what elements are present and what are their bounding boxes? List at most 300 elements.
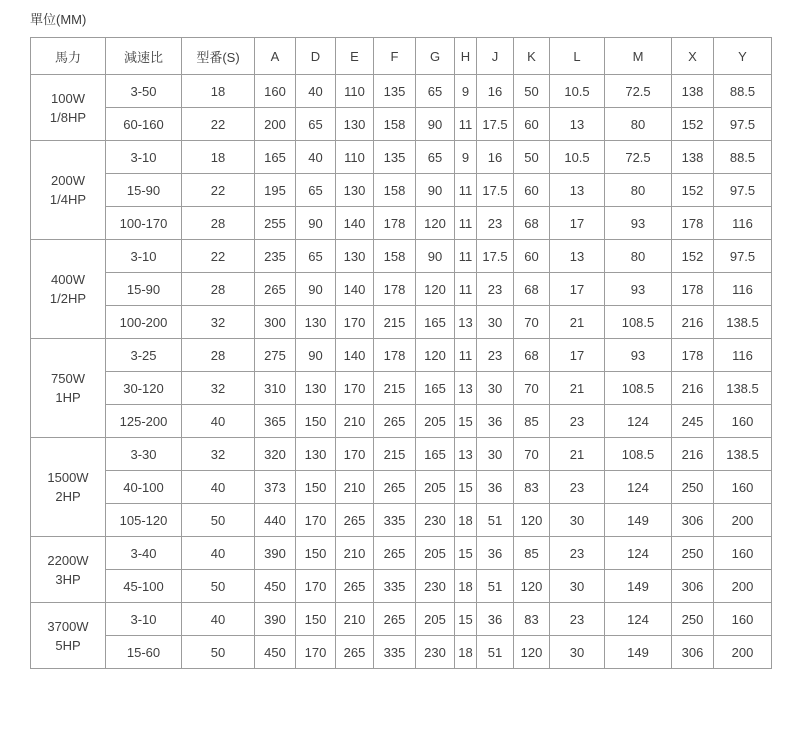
value-cell: 215 <box>374 306 416 339</box>
power-watts-label: 200W <box>51 173 85 188</box>
value-cell: 160 <box>714 537 772 570</box>
value-cell: 93 <box>605 207 672 240</box>
value-cell: 40 <box>182 405 255 438</box>
ratio-cell: 15-90 <box>106 273 182 306</box>
table-row <box>31 504 772 537</box>
value-cell: 306 <box>672 636 714 669</box>
value-cell: 70 <box>514 306 550 339</box>
value-cell: 65 <box>416 75 455 108</box>
value-cell: 124 <box>605 405 672 438</box>
value-cell: 250 <box>672 471 714 504</box>
value-cell: 160 <box>714 471 772 504</box>
value-cell: 60 <box>514 174 550 207</box>
column-header-2: 型番(S) <box>182 38 255 75</box>
value-cell: 152 <box>672 240 714 273</box>
value-cell: 390 <box>255 537 296 570</box>
table-row <box>31 273 772 306</box>
ratio-cell: 15-90 <box>106 174 182 207</box>
value-cell: 195 <box>255 174 296 207</box>
value-cell: 200 <box>255 108 296 141</box>
value-cell: 116 <box>714 207 772 240</box>
value-cell: 22 <box>182 108 255 141</box>
value-cell: 215 <box>374 438 416 471</box>
table-row <box>31 339 772 372</box>
value-cell: 178 <box>672 339 714 372</box>
value-cell: 17 <box>550 207 605 240</box>
value-cell: 335 <box>374 570 416 603</box>
value-cell: 306 <box>672 570 714 603</box>
value-cell: 108.5 <box>605 306 672 339</box>
value-cell: 15 <box>455 603 477 636</box>
value-cell: 15 <box>455 471 477 504</box>
value-cell: 120 <box>416 339 455 372</box>
value-cell: 200 <box>714 636 772 669</box>
value-cell: 149 <box>605 570 672 603</box>
value-cell: 165 <box>416 372 455 405</box>
value-cell: 135 <box>374 141 416 174</box>
value-cell: 230 <box>416 570 455 603</box>
table-row <box>31 240 772 273</box>
value-cell: 28 <box>182 207 255 240</box>
power-cell <box>31 339 106 438</box>
power-cell <box>31 141 106 240</box>
value-cell: 116 <box>714 273 772 306</box>
column-header-10: K <box>514 38 550 75</box>
value-cell: 36 <box>477 537 514 570</box>
value-cell: 138.5 <box>714 438 772 471</box>
value-cell: 97.5 <box>714 108 772 141</box>
value-cell: 90 <box>416 240 455 273</box>
value-cell: 135 <box>374 75 416 108</box>
power-cell <box>31 537 106 603</box>
table-row <box>31 603 772 636</box>
value-cell: 32 <box>182 438 255 471</box>
value-cell: 140 <box>336 273 374 306</box>
value-cell: 210 <box>336 405 374 438</box>
value-cell: 215 <box>374 372 416 405</box>
value-cell: 30 <box>477 372 514 405</box>
value-cell: 23 <box>550 405 605 438</box>
ratio-cell: 3-10 <box>106 603 182 636</box>
value-cell: 17 <box>550 273 605 306</box>
column-header-7: G <box>416 38 455 75</box>
value-cell: 85 <box>514 537 550 570</box>
column-header-8: H <box>455 38 477 75</box>
value-cell: 13 <box>550 174 605 207</box>
ratio-cell: 3-10 <box>106 240 182 273</box>
ratio-cell: 3-30 <box>106 438 182 471</box>
value-cell: 390 <box>255 603 296 636</box>
column-header-14: Y <box>714 38 772 75</box>
table-row <box>31 306 772 339</box>
value-cell: 138 <box>672 75 714 108</box>
value-cell: 120 <box>514 636 550 669</box>
value-cell: 265 <box>374 471 416 504</box>
value-cell: 30 <box>550 504 605 537</box>
value-cell: 51 <box>477 636 514 669</box>
value-cell: 13 <box>550 240 605 273</box>
header-row <box>31 38 772 75</box>
power-watts-label: 400W <box>51 272 85 287</box>
value-cell: 88.5 <box>714 75 772 108</box>
value-cell: 50 <box>182 504 255 537</box>
value-cell: 23 <box>477 339 514 372</box>
value-cell: 300 <box>255 306 296 339</box>
value-cell: 30 <box>550 636 605 669</box>
value-cell: 9 <box>455 141 477 174</box>
value-cell: 13 <box>455 306 477 339</box>
power-hp-label: 1/8HP <box>49 109 87 125</box>
value-cell: 17.5 <box>477 240 514 273</box>
power-cell <box>31 603 106 669</box>
value-cell: 170 <box>296 504 336 537</box>
value-cell: 138 <box>672 141 714 174</box>
ratio-cell: 3-10 <box>106 141 182 174</box>
value-cell: 23 <box>550 603 605 636</box>
value-cell: 265 <box>336 636 374 669</box>
value-cell: 130 <box>296 306 336 339</box>
value-cell: 165 <box>255 141 296 174</box>
value-cell: 216 <box>672 438 714 471</box>
value-cell: 250 <box>672 603 714 636</box>
value-cell: 205 <box>416 471 455 504</box>
value-cell: 210 <box>336 471 374 504</box>
value-cell: 72.5 <box>605 75 672 108</box>
value-cell: 255 <box>255 207 296 240</box>
value-cell: 170 <box>296 570 336 603</box>
value-cell: 90 <box>416 108 455 141</box>
value-cell: 160 <box>255 75 296 108</box>
value-cell: 130 <box>296 372 336 405</box>
value-cell: 11 <box>455 174 477 207</box>
value-cell: 130 <box>336 240 374 273</box>
value-cell: 11 <box>455 273 477 306</box>
table-row <box>31 108 772 141</box>
value-cell: 170 <box>296 636 336 669</box>
column-header-3: A <box>255 38 296 75</box>
value-cell: 120 <box>416 273 455 306</box>
value-cell: 265 <box>374 405 416 438</box>
value-cell: 68 <box>514 207 550 240</box>
value-cell: 16 <box>477 75 514 108</box>
value-cell: 83 <box>514 603 550 636</box>
value-cell: 275 <box>255 339 296 372</box>
power-watts-label: 3700W <box>47 618 89 634</box>
table-row <box>31 570 772 603</box>
value-cell: 21 <box>550 438 605 471</box>
value-cell: 365 <box>255 405 296 438</box>
value-cell: 138.5 <box>714 372 772 405</box>
power-hp-label: 5HP <box>55 637 81 653</box>
value-cell: 205 <box>416 603 455 636</box>
value-cell: 160 <box>714 603 772 636</box>
value-cell: 36 <box>477 603 514 636</box>
power-watts-label: 2200W <box>47 552 89 568</box>
column-header-1: 減速比 <box>106 38 182 75</box>
spec-table <box>30 37 772 669</box>
value-cell: 18 <box>182 75 255 108</box>
value-cell: 50 <box>182 636 255 669</box>
table-row <box>31 141 772 174</box>
value-cell: 130 <box>296 438 336 471</box>
table-row <box>31 438 772 471</box>
ratio-cell: 3-40 <box>106 537 182 570</box>
power-cell <box>31 75 106 141</box>
value-cell: 310 <box>255 372 296 405</box>
value-cell: 120 <box>416 207 455 240</box>
ratio-cell: 15-60 <box>106 636 182 669</box>
value-cell: 265 <box>336 570 374 603</box>
value-cell: 18 <box>455 636 477 669</box>
value-cell: 265 <box>374 603 416 636</box>
value-cell: 16 <box>477 141 514 174</box>
ratio-cell: 3-50 <box>106 75 182 108</box>
value-cell: 93 <box>605 339 672 372</box>
value-cell: 245 <box>672 405 714 438</box>
value-cell: 149 <box>605 636 672 669</box>
column-header-6: F <box>374 38 416 75</box>
value-cell: 216 <box>672 306 714 339</box>
value-cell: 116 <box>714 339 772 372</box>
value-cell: 97.5 <box>714 240 772 273</box>
value-cell: 97.5 <box>714 174 772 207</box>
table-row <box>31 405 772 438</box>
value-cell: 158 <box>374 240 416 273</box>
value-cell: 80 <box>605 108 672 141</box>
value-cell: 68 <box>514 339 550 372</box>
value-cell: 205 <box>416 537 455 570</box>
table-row <box>31 471 772 504</box>
value-cell: 85 <box>514 405 550 438</box>
ratio-cell: 100-170 <box>106 207 182 240</box>
value-cell: 70 <box>514 372 550 405</box>
table-row <box>31 174 772 207</box>
value-cell: 373 <box>255 471 296 504</box>
value-cell: 320 <box>255 438 296 471</box>
value-cell: 80 <box>605 240 672 273</box>
value-cell: 170 <box>336 372 374 405</box>
value-cell: 17.5 <box>477 108 514 141</box>
power-cell <box>31 438 106 537</box>
value-cell: 210 <box>336 603 374 636</box>
value-cell: 265 <box>374 537 416 570</box>
value-cell: 160 <box>714 405 772 438</box>
value-cell: 170 <box>336 438 374 471</box>
value-cell: 30 <box>477 306 514 339</box>
power-hp-label: 3HP <box>55 571 81 587</box>
ratio-cell: 105-120 <box>106 504 182 537</box>
ratio-cell: 45-100 <box>106 570 182 603</box>
value-cell: 138.5 <box>714 306 772 339</box>
value-cell: 22 <box>182 174 255 207</box>
value-cell: 36 <box>477 405 514 438</box>
value-cell: 124 <box>605 603 672 636</box>
value-cell: 17.5 <box>477 174 514 207</box>
value-cell: 23 <box>550 537 605 570</box>
value-cell: 265 <box>255 273 296 306</box>
value-cell: 110 <box>336 75 374 108</box>
value-cell: 110 <box>336 141 374 174</box>
value-cell: 178 <box>374 207 416 240</box>
value-cell: 216 <box>672 372 714 405</box>
value-cell: 90 <box>416 174 455 207</box>
value-cell: 60 <box>514 240 550 273</box>
value-cell: 450 <box>255 636 296 669</box>
unit-label: 單位(MM) <box>30 12 87 27</box>
value-cell: 178 <box>672 273 714 306</box>
value-cell: 9 <box>455 75 477 108</box>
value-cell: 140 <box>336 207 374 240</box>
value-cell: 230 <box>416 504 455 537</box>
column-header-12: M <box>605 38 672 75</box>
value-cell: 65 <box>296 174 336 207</box>
value-cell: 15 <box>455 537 477 570</box>
value-cell: 40 <box>182 603 255 636</box>
value-cell: 36 <box>477 471 514 504</box>
value-cell: 72.5 <box>605 141 672 174</box>
value-cell: 120 <box>514 570 550 603</box>
value-cell: 68 <box>514 273 550 306</box>
value-cell: 18 <box>455 570 477 603</box>
power-hp-label: 2HP <box>55 489 81 504</box>
value-cell: 13 <box>455 372 477 405</box>
value-cell: 230 <box>416 636 455 669</box>
value-cell: 28 <box>182 339 255 372</box>
value-cell: 40 <box>296 141 336 174</box>
value-cell: 158 <box>374 108 416 141</box>
value-cell: 40 <box>296 75 336 108</box>
column-header-9: J <box>477 38 514 75</box>
value-cell: 250 <box>672 537 714 570</box>
value-cell: 200 <box>714 570 772 603</box>
power-hp-label: 1/2HP <box>49 291 87 306</box>
value-cell: 150 <box>296 471 336 504</box>
value-cell: 15 <box>455 405 477 438</box>
value-cell: 80 <box>605 174 672 207</box>
value-cell: 165 <box>416 438 455 471</box>
value-cell: 28 <box>182 273 255 306</box>
value-cell: 158 <box>374 174 416 207</box>
value-cell: 18 <box>455 504 477 537</box>
column-header-0: 馬力 <box>31 38 106 75</box>
value-cell: 265 <box>336 504 374 537</box>
value-cell: 335 <box>374 636 416 669</box>
table-row <box>31 75 772 108</box>
value-cell: 13 <box>550 108 605 141</box>
value-cell: 152 <box>672 174 714 207</box>
value-cell: 60 <box>514 108 550 141</box>
value-cell: 130 <box>336 174 374 207</box>
power-watts-label: 100W <box>51 90 85 106</box>
value-cell: 165 <box>416 306 455 339</box>
value-cell: 30 <box>477 438 514 471</box>
value-cell: 140 <box>336 339 374 372</box>
value-cell: 450 <box>255 570 296 603</box>
ratio-cell: 40-100 <box>106 471 182 504</box>
column-header-4: D <box>296 38 336 75</box>
value-cell: 178 <box>374 339 416 372</box>
value-cell: 32 <box>182 372 255 405</box>
column-header-5: E <box>336 38 374 75</box>
power-watts-label: 750W <box>51 371 85 386</box>
value-cell: 23 <box>477 207 514 240</box>
value-cell: 70 <box>514 438 550 471</box>
value-cell: 51 <box>477 504 514 537</box>
value-cell: 120 <box>514 504 550 537</box>
value-cell: 124 <box>605 471 672 504</box>
power-watts-label: 1500W <box>47 470 89 485</box>
value-cell: 50 <box>514 141 550 174</box>
power-hp-label: 1/4HP <box>49 192 87 207</box>
ratio-cell: 125-200 <box>106 405 182 438</box>
value-cell: 65 <box>296 108 336 141</box>
value-cell: 235 <box>255 240 296 273</box>
value-cell: 306 <box>672 504 714 537</box>
value-cell: 200 <box>714 504 772 537</box>
power-hp-label: 1HP <box>55 390 81 405</box>
value-cell: 21 <box>550 306 605 339</box>
value-cell: 124 <box>605 537 672 570</box>
value-cell: 11 <box>455 339 477 372</box>
column-header-13: X <box>672 38 714 75</box>
value-cell: 108.5 <box>605 372 672 405</box>
value-cell: 90 <box>296 207 336 240</box>
table-row <box>31 372 772 405</box>
table-row <box>31 207 772 240</box>
value-cell: 130 <box>336 108 374 141</box>
ratio-cell: 30-120 <box>106 372 182 405</box>
value-cell: 90 <box>296 339 336 372</box>
ratio-cell: 100-200 <box>106 306 182 339</box>
value-cell: 40 <box>182 471 255 504</box>
value-cell: 30 <box>550 570 605 603</box>
value-cell: 17 <box>550 339 605 372</box>
value-cell: 335 <box>374 504 416 537</box>
value-cell: 178 <box>672 207 714 240</box>
value-cell: 50 <box>514 75 550 108</box>
value-cell: 205 <box>416 405 455 438</box>
value-cell: 10.5 <box>550 141 605 174</box>
value-cell: 93 <box>605 273 672 306</box>
table-row <box>31 537 772 570</box>
value-cell: 50 <box>182 570 255 603</box>
power-cell <box>31 240 106 339</box>
value-cell: 90 <box>296 273 336 306</box>
ratio-cell: 60-160 <box>106 108 182 141</box>
value-cell: 51 <box>477 570 514 603</box>
value-cell: 65 <box>296 240 336 273</box>
value-cell: 23 <box>550 471 605 504</box>
value-cell: 170 <box>336 306 374 339</box>
value-cell: 108.5 <box>605 438 672 471</box>
value-cell: 13 <box>455 438 477 471</box>
ratio-cell: 3-25 <box>106 339 182 372</box>
value-cell: 149 <box>605 504 672 537</box>
value-cell: 11 <box>455 240 477 273</box>
value-cell: 88.5 <box>714 141 772 174</box>
value-cell: 65 <box>416 141 455 174</box>
value-cell: 23 <box>477 273 514 306</box>
value-cell: 440 <box>255 504 296 537</box>
value-cell: 22 <box>182 240 255 273</box>
value-cell: 83 <box>514 471 550 504</box>
value-cell: 150 <box>296 603 336 636</box>
value-cell: 32 <box>182 306 255 339</box>
value-cell: 210 <box>336 537 374 570</box>
value-cell: 18 <box>182 141 255 174</box>
table-row <box>31 636 772 669</box>
value-cell: 21 <box>550 372 605 405</box>
